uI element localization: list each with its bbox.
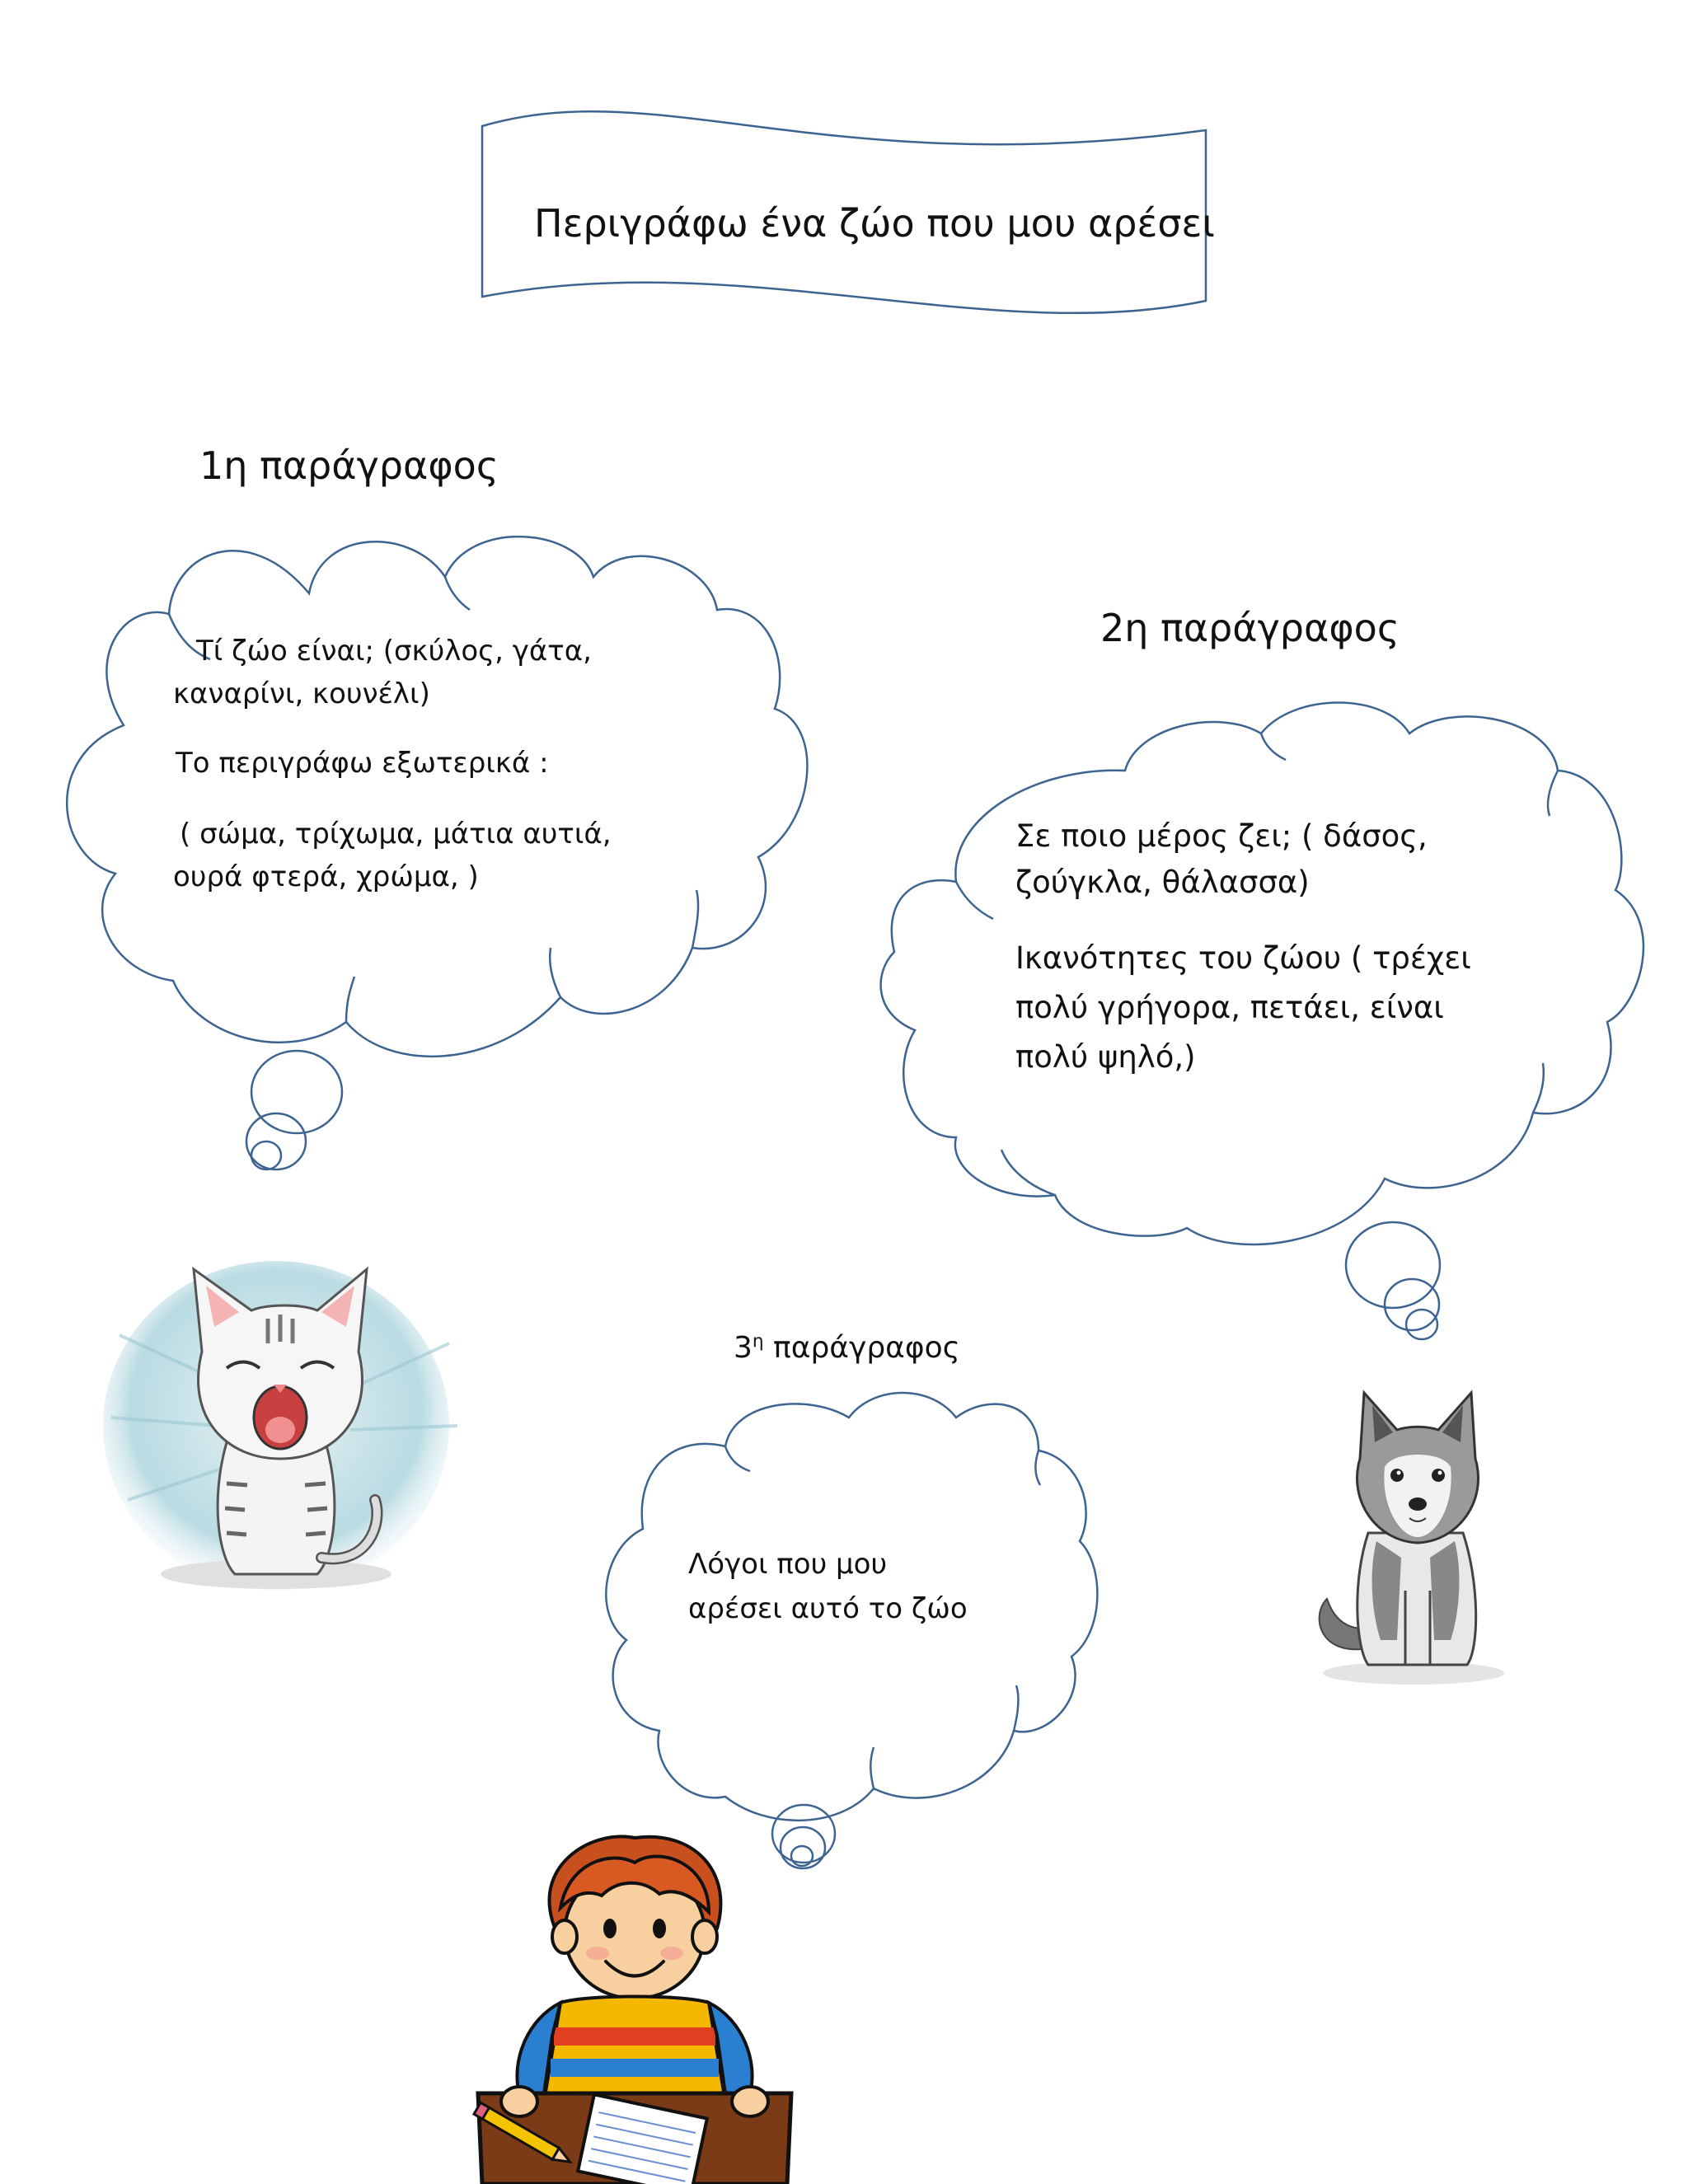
section-3-line-1: Λόγοι που μου (688, 1548, 888, 1581)
section-3-line-2: αρέσει αυτό το ζώο (688, 1592, 968, 1625)
section-3-heading-superscript: η (752, 1331, 764, 1352)
section-1-line-2: καναρίνι, κουνέλι) (173, 677, 430, 710)
cloud-2-bubble-small (1406, 1310, 1437, 1339)
section-1-line-3: Το περιγράφω εξωτερικά : (176, 747, 549, 780)
page-title: Περιγράφω ένα ζώο που μου αρέσει (534, 201, 1215, 246)
section-3-heading (734, 1329, 960, 1369)
section-2-heading: 2η παράγραφος (1100, 606, 1400, 650)
wolf-cub-illustration (1269, 1368, 1566, 1722)
section-3-heading-number: 3 (734, 1331, 753, 1365)
section-2-line-5: πολύ ψηλό,) (1015, 1039, 1196, 1075)
section-2-line-1: Σε ποιο μέρος ζει; ( δάσος, (1015, 818, 1428, 854)
section-1-line-5: ουρά φτερά, χρώμα, ) (173, 860, 479, 893)
section-1-line-1: Τί ζώο είναι; (σκύλος, γάτα, (196, 635, 592, 668)
cloud-2-bubble-large (1346, 1222, 1440, 1308)
boy-writing-illustration (462, 1830, 808, 2184)
thought-cloud-3 (606, 1393, 1097, 1868)
section-1-line-4: ( σώμα, τρίχωμα, μάτια αυτιά, (180, 818, 612, 851)
cloud-1-bubble-medium (246, 1113, 306, 1169)
section-2-line-4: πολύ γρήγορα, πετάει, είναι (1015, 990, 1444, 1025)
kitten-illustration (103, 1253, 466, 1599)
section-1-heading: 1η παράγραφος (199, 443, 499, 488)
section-3-heading-text: παράγραφος (763, 1331, 960, 1365)
cloud-1-bubble-small (251, 1141, 281, 1169)
section-2-line-2: ζούγκλα, θάλασσα) (1015, 865, 1310, 900)
section-2-line-3: Ικανότητες του ζώου ( τρέχει (1015, 940, 1471, 976)
